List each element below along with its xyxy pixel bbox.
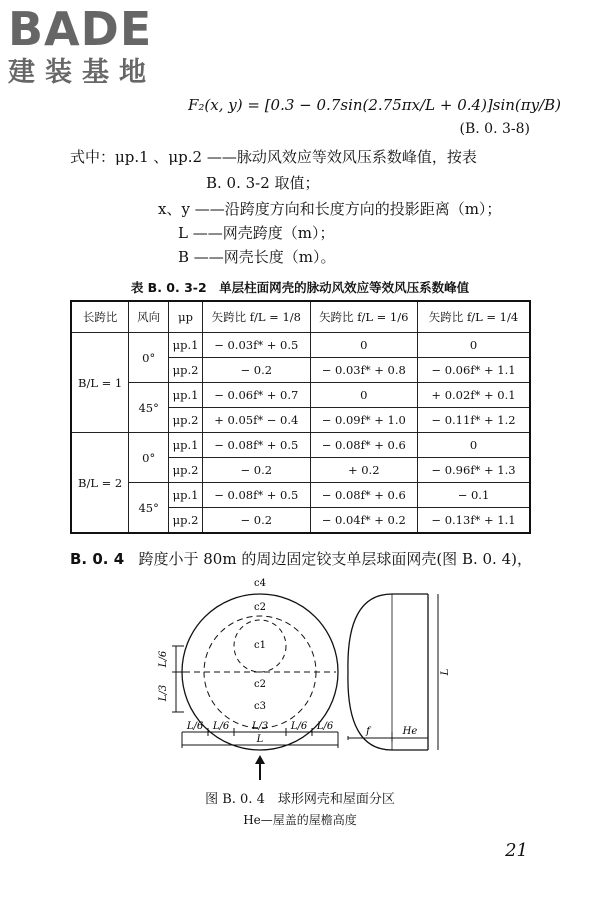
table-header: 矢跨比 f/L = 1/6 (310, 301, 417, 333)
he-label: He (402, 726, 418, 737)
section-heading (70, 548, 532, 569)
height-label: L (440, 668, 451, 676)
logo-brand: BADE (8, 2, 153, 56)
equation-number: (B. 0. 3-8) (459, 121, 530, 137)
table-row (71, 433, 530, 458)
value-cell: 0 (418, 433, 531, 458)
zone-label: c2 (254, 679, 266, 690)
wind-arrow-head (255, 755, 265, 764)
table-row (71, 383, 530, 408)
definition-line: 式中：μp.1 、μp.2 ——脉动风效应等效风压系数峰值，按表 (70, 148, 477, 166)
dimension-label: L/6 (316, 721, 334, 732)
dimension-label: L/6 (212, 721, 230, 732)
table-header: μp (169, 301, 203, 333)
dimension-label: L/3 (158, 684, 169, 702)
value-cell: − 0.08f* + 0.6 (310, 483, 417, 508)
table-header: 长跨比 (71, 301, 129, 333)
value-cell: − 0.03f* + 0.8 (310, 358, 417, 383)
mu-cell: μp.1 (169, 433, 203, 458)
value-cell: − 0.09f* + 1.0 (310, 408, 417, 433)
formula: F₂(x, y) = [0.3 − 0.7sin(2.75πx/L + 0.4)]sin(πy/B) (188, 96, 562, 114)
table-header: 矢跨比 f/L = 1/8 (203, 301, 310, 333)
value-cell: − 0.96f* + 1.3 (418, 458, 531, 483)
mu-cell: μp.2 (169, 458, 203, 483)
mu-cell: μp.1 (169, 333, 203, 358)
section-text: 跨度小于 80m 的周边固定铰支单层球面网壳(图 B. 0. 4)， (138, 550, 532, 568)
table-header-row (71, 301, 530, 333)
table-header: 矢跨比 f/L = 1/4 (418, 301, 531, 333)
definition-line: L ——网壳跨度（m）； (178, 224, 335, 242)
value-cell: 0 (418, 333, 531, 358)
value-cell: − 0.2 (203, 358, 310, 383)
value-cell: − 0.1 (418, 483, 531, 508)
side-dome-curve (348, 594, 392, 750)
value-cell: 0 (310, 333, 417, 358)
value-cell: − 0.2 (203, 458, 310, 483)
ratio-cell: B/L = 2 (71, 433, 129, 534)
total-dimension-label: L (256, 734, 264, 745)
logo (8, 2, 156, 88)
value-cell: − 0.03f* + 0.5 (203, 333, 310, 358)
dimension-label: L/6 (290, 721, 308, 732)
table-row (71, 483, 530, 508)
value-cell: − 0.06f* + 0.7 (203, 383, 310, 408)
value-cell: + 0.05f* − 0.4 (203, 408, 310, 433)
coefficient-table (70, 300, 531, 534)
value-cell: − 0.08f* + 0.6 (310, 433, 417, 458)
value-cell: − 0.11f* + 1.2 (418, 408, 531, 433)
zone-label: c2 (254, 602, 266, 613)
zone-label: c1 (254, 640, 266, 651)
section-number: B. 0. 4 (70, 550, 125, 568)
mu-cell: μp.2 (169, 358, 203, 383)
value-cell: − 0.06f* + 1.1 (418, 358, 531, 383)
page-number: 21 (505, 840, 528, 861)
value-cell: + 0.2 (310, 458, 417, 483)
direction-cell: 45° (129, 383, 169, 433)
dimension-label: L/6 (158, 650, 169, 668)
value-cell: − 0.08f* + 0.5 (203, 433, 310, 458)
definition-line: B ——网壳长度（m）。 (178, 248, 336, 266)
dimension-label: L/3 (251, 721, 269, 732)
value-cell: + 0.02f* + 0.1 (418, 383, 531, 408)
value-cell: − 0.2 (203, 508, 310, 534)
table-caption: 表 B. 0. 3-2 单层柱面网壳的脉动风效应等效风压系数峰值 (130, 280, 470, 295)
mu-cell: μp.2 (169, 508, 203, 534)
dimension-label: L/6 (186, 721, 204, 732)
value-cell: 0 (310, 383, 417, 408)
direction-cell: 0° (129, 433, 169, 483)
figure-note: He—屋盖的屋檐高度 (243, 813, 357, 827)
table-header: 风向 (129, 301, 169, 333)
table-row (71, 333, 530, 358)
zone-label: c4 (254, 578, 266, 589)
direction-cell: 0° (129, 333, 169, 383)
f-label: f (366, 726, 370, 737)
sphere-figure (140, 568, 460, 783)
logo-subtitle: 建装基地 (8, 57, 156, 88)
value-cell: − 0.13f* + 1.1 (418, 508, 531, 534)
mu-cell: μp.1 (169, 483, 203, 508)
ratio-cell: B/L = 1 (71, 333, 129, 433)
value-cell: − 0.08f* + 0.5 (203, 483, 310, 508)
value-cell: − 0.04f* + 0.2 (310, 508, 417, 534)
mu-cell: μp.2 (169, 408, 203, 433)
mu-cell: μp.1 (169, 383, 203, 408)
definition-line: B. 0. 3-2 取值； (206, 174, 320, 192)
direction-cell: 45° (129, 483, 169, 534)
zone-label: c3 (254, 701, 266, 712)
figure-caption: 图 B. 0. 4 球形网壳和屋面分区 (205, 792, 395, 807)
definition-line: x、y ——沿跨度方向和长度方向的投影距离（m）； (158, 200, 502, 218)
